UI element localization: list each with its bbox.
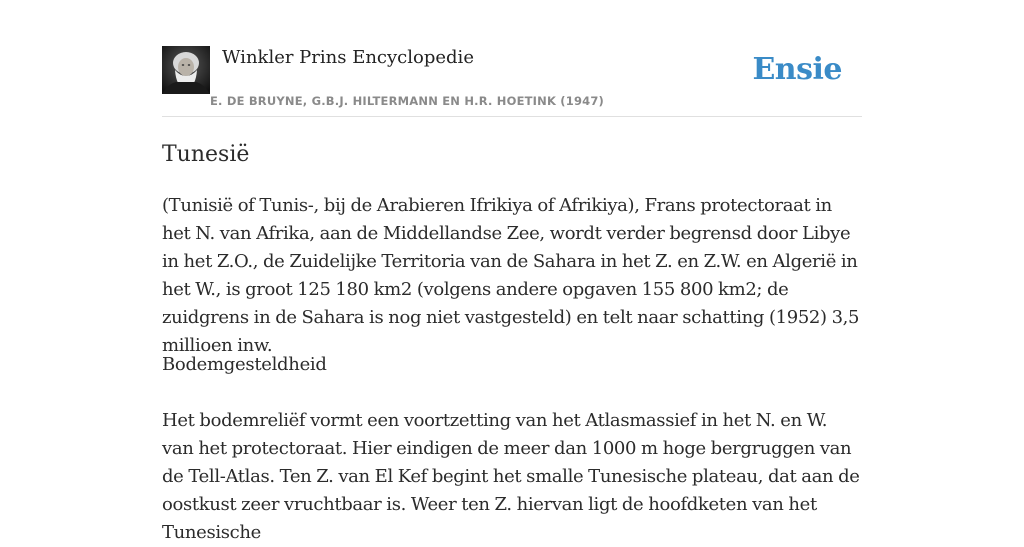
ensie-logo[interactable]: Ensie xyxy=(752,52,842,87)
source-authors: E. DE BRUYNE, G.B.J. HILTERMANN EN H.R. HOETINK (1947) xyxy=(210,94,605,108)
portrait-avatar-svg xyxy=(162,46,210,94)
source-title[interactable]: Winkler Prins Encyclopedie xyxy=(222,47,474,68)
section-heading: Bodemgesteldheid xyxy=(162,354,327,375)
section-paragraph: Het bodemreliëf vormt een voortzetting van het Atlasmassief in het N. en W. van het protectoraat. Hier eindigen de meer dan 1000 m hoge bergruggen van de Tell-Atlas. Ten Z. van El Kef begint het smalle Tunesische plateau, dat aan de oostkust zeer vruchtbaar is. Weer ten Z. hiervan ligt de hoofdketen van het Tunesische xyxy=(162,410,860,543)
source-header xyxy=(162,46,862,117)
article-title: Tunesië xyxy=(162,142,250,167)
article-intro-paragraph: (Tunisië of Tunis-, bij de Arabieren Ifrikiya of Afrikiya), Frans protectoraat in het N. van Afrika, aan de Middellandse Zee, wordt verder begrensd door Libye in het Z.O., de Zuidelijke Territoria van de Sahara in het Z. en Z.W. en Algerië in het W., is groot 125 180 km2 (volgens andere opgaven 155 800 km2; de zuidgrens in de Sahara is nog niet vastgesteld) en telt naar schatting (1952) 3,5 millioen inw. xyxy=(162,195,860,356)
portrait-avatar-icon[interactable] xyxy=(162,46,210,94)
